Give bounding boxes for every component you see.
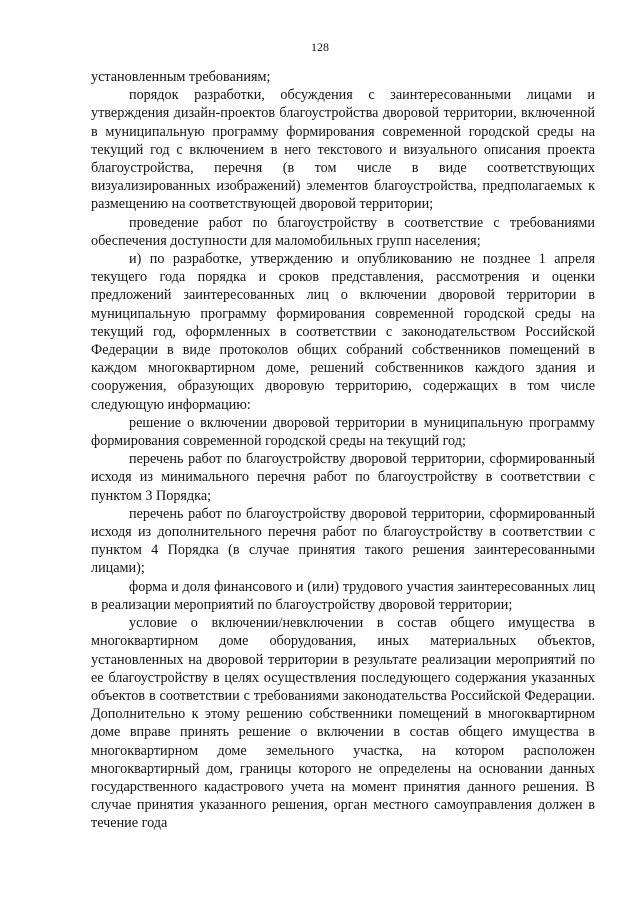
paragraph-design-projects: порядок разработки, обсуждения с заинтересованными лицами и утверждения дизайн-проектов благоустройства дворовой территории, включенной в муниципальную программу формирования современной городской среды на текущий год с включением в него текстового и визуального описания проекта благоустройства, перечня (в том числе в виде соответствующих визуализированных изображений) элементов благоустройства, предполагаемых к размещению на соответствующей дворовой территории; [91,87,595,213]
paragraph-item-i: и) по разработке, утверждению и опубликованию не позднее 1 апреля текущего года порядка и сроков представления, рассмотрения и оценки предложений заинтересованных лиц о включении дворовой территории в муниципальную программу формирования современной городской среды на текущий год, оформленных в соответствии с законодательством Российской Федерации в виде протоколов общих собраний собственников помещений в каждом многоквартирном доме, решений собственников каждого здания и сооружения, образующих дворовую территорию, содержащих в том числе следующую информацию: [91,251,595,413]
document-body [91,68,595,833]
paragraph-common-property-condition: условие о включении/невключении в состав общего имущества в многоквартирном доме оборудования, иных материальных объектов, установленных на дворовой территории в результате реализации мероприятий по ее благоустройству в целях осуществления последующего содержания указанных объектов в соответствии с требованиями законодательства Российской Федерации. Дополнительно к этому решению собственники помещений в многоквартирном доме вправе принять решение о включении в состав общего имущества в многоквартирном доме земельного участка, на котором расположен многоквартирный дом, границы которого не определены на основании данных государственного кадастрового учета на момент принятия данного решения. В случае принятия указанного решения, орган местного самоуправления должен в течение года [91,615,595,832]
paragraph-accessibility: проведение работ по благоустройству в соответствие с требованиями обеспечения доступности для маломобильных групп населения; [91,214,595,249]
paragraph-participation-form: форма и доля финансового и (или) трудового участия заинтересованных лиц в реализации мероприятий по благоустройству дворовой территории; [91,578,595,613]
page-number: 128 [311,40,329,54]
paragraph-inclusion-decision: решение о включении дворовой территории в муниципальную программу формирования современной городской среды на текущий год; [91,414,595,450]
paragraph-minimal-works-list: перечень работ по благоустройству дворовой территории, сформированный исходя из минимального перечня работ по благоустройству в соответствии с пунктом 3 Порядка; [91,451,595,504]
paragraph-continuation: установленным требованиям; [91,69,271,85]
paragraph-additional-works-list: перечень работ по благоустройству дворовой территории, сформированный исходя из дополнительного перечня работ по благоустройству в соответствии с пунктом 4 Порядка (в случае принятия такого решения заинтересованными лицами); [91,505,595,577]
